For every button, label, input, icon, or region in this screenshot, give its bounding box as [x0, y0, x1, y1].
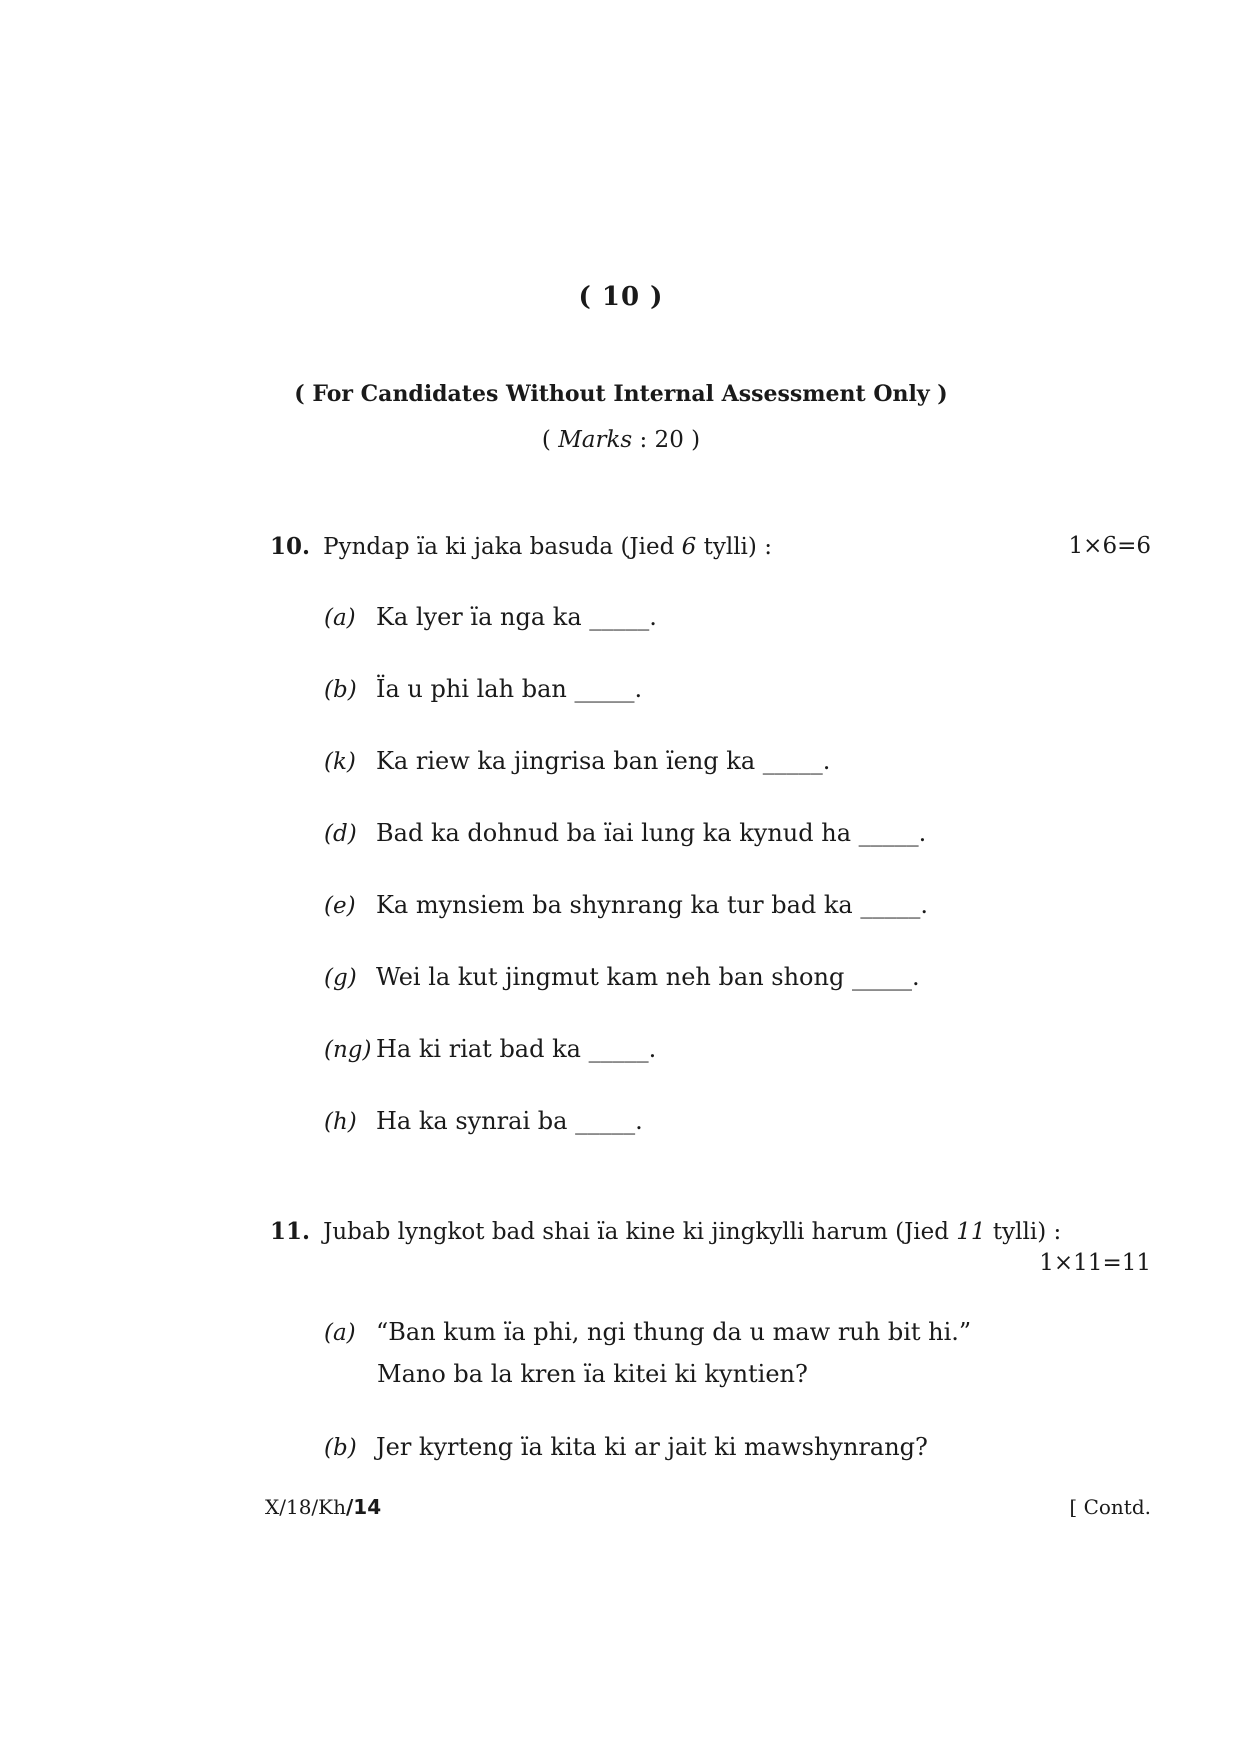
option-e: (e) Ka mynsiem ba shynrang ka tur bad ka _____.	[324, 891, 928, 919]
question-text: Pyndap ïa ki jaka basuda (Jied 6 tylli) :	[323, 534, 772, 560]
page-number: ( 10 )	[578, 282, 664, 312]
option-h: (h) Ha ka synrai ba _____.	[324, 1107, 643, 1135]
option-b: (b) Ïa u phi lah ban _____.	[324, 675, 643, 703]
option-a: (a) “Ban kum ïa phi, ngi thung da u maw ruh bit hi.”	[324, 1318, 972, 1346]
option-d: (d) Bad ka dohnud ba ïai lung ka kynud ha _____.	[324, 819, 927, 847]
question-number: 10.	[270, 533, 311, 560]
section-heading: ( For Candidates Without Internal Assessment Only )	[294, 381, 948, 407]
paper-code: X/18/Kh/14	[265, 1495, 382, 1519]
question-number: 11.	[270, 1218, 311, 1245]
question-10	[270, 533, 772, 560]
option-g: (g) Wei la kut jingmut kam neh ban shong _____.	[324, 963, 920, 991]
option-b: (b) Jer kyrteng ïa kita ki ar jait ki mawshynrang?	[324, 1433, 928, 1461]
question-10-marks: 1×6=6	[1068, 533, 1151, 559]
option-k: (k) Ka riew ka jingrisa ban ïeng ka _____.	[324, 747, 831, 775]
question-11	[270, 1218, 1061, 1245]
option-ng: (ng) Ha ki riat bad ka _____.	[324, 1035, 657, 1063]
option-a-continuation: Mano ba la kren ïa kitei ki kyntien?	[377, 1360, 808, 1388]
continued-marker: [ Contd.	[1069, 1495, 1151, 1519]
option-a: (a) Ka lyer ïa nga ka _____.	[324, 603, 657, 631]
question-text: Jubab lyngkot bad shai ïa kine ki jingkylli harum (Jied 11 tylli) :	[323, 1219, 1062, 1245]
question-11-marks: 1×11=11	[1039, 1250, 1151, 1276]
section-marks: ( Marks : 20 )	[541, 427, 701, 453]
